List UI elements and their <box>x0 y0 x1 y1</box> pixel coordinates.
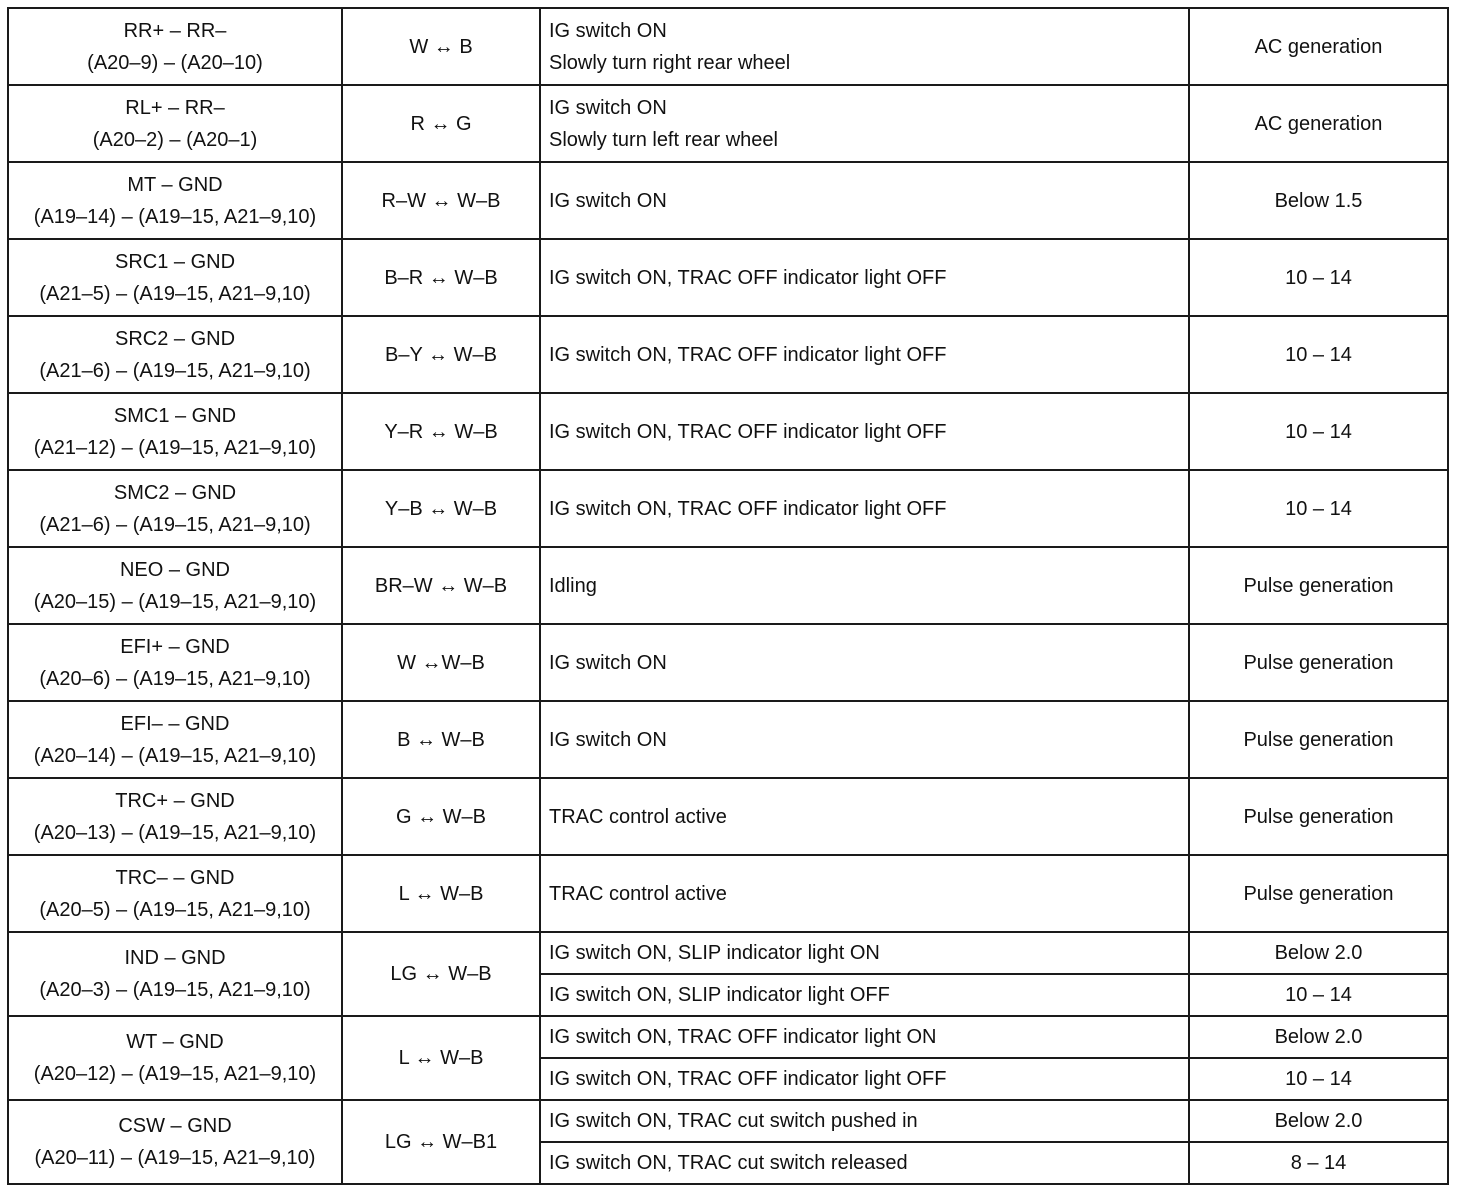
wiring-color-label: Y–R ↔ W–B <box>384 420 498 443</box>
wiring-color-label: R ↔ G <box>410 112 472 135</box>
wiring-color-label: G ↔ W–B <box>395 805 486 828</box>
terminal-number-label: (A20–9) – (A20–10) <box>87 51 263 74</box>
specified-condition-text: Pulse generation <box>1243 882 1394 905</box>
symbol-label: TRC+ – GND <box>115 789 235 812</box>
table-row <box>8 393 1448 470</box>
condition-text: IG switch ON <box>549 189 667 212</box>
condition-text: IG switch ON, TRAC OFF indicator light OFF <box>549 1068 947 1090</box>
condition-cell <box>540 316 1189 393</box>
wiring-color-label: LG ↔ W–B1 <box>384 1131 498 1153</box>
symbol-label: CSW – GND <box>118 1115 232 1137</box>
terminal-number-label: (A19–14) – (A19–15, A21–9,10) <box>33 205 317 228</box>
specified-condition-text: Pulse generation <box>1243 805 1394 828</box>
terminal-voltage-table <box>7 7 1449 1185</box>
wiring-color-label: B–Y ↔ W–B <box>385 343 497 366</box>
terminal-number-label: (A21–6) – (A19–15, A21–9,10) <box>39 359 311 382</box>
terminal-number-label: (A21–5) – (A19–15, A21–9,10) <box>39 282 311 305</box>
wiring-color-cell <box>342 624 540 701</box>
wiring-color-cell <box>342 393 540 470</box>
symbol-label: RR+ – RR– <box>123 19 227 42</box>
wiring-color-cell <box>342 470 540 547</box>
condition-cell <box>540 1016 1189 1058</box>
condition-cell <box>540 547 1189 624</box>
table-row <box>8 1016 1448 1058</box>
condition-text: IG switch ON <box>549 96 667 119</box>
terminal-symbol-cell <box>8 393 342 470</box>
condition-text: IG switch ON <box>549 728 667 751</box>
wiring-color-label: B ↔ W–B <box>397 728 485 751</box>
terminal-symbol-cell <box>8 162 342 239</box>
condition-cell <box>540 932 1189 974</box>
table-row <box>8 932 1448 974</box>
symbol-label: MT – GND <box>127 173 223 196</box>
terminal-symbol-cell <box>8 316 342 393</box>
symbol-label: WT – GND <box>126 1031 224 1053</box>
specified-condition-cell <box>1189 1142 1448 1184</box>
specified-condition-cell <box>1189 1016 1448 1058</box>
wiring-color-cell <box>342 932 540 1016</box>
specified-condition-text: 10 – 14 <box>1285 497 1352 520</box>
condition-cell <box>540 701 1189 778</box>
specified-condition-cell <box>1189 85 1448 162</box>
specified-condition-cell <box>1189 855 1448 932</box>
specified-condition-text: 10 – 14 <box>1285 266 1352 289</box>
condition-text: IG switch ON, TRAC OFF indicator light OFF <box>549 266 947 289</box>
symbol-label: SRC1 – GND <box>114 250 236 273</box>
condition-text: IG switch ON <box>549 651 667 674</box>
condition-cell <box>540 778 1189 855</box>
symbol-label: NEO – GND <box>119 558 231 581</box>
symbol-label: SMC2 – GND <box>113 481 237 504</box>
condition-cell <box>540 1100 1189 1142</box>
specified-condition-text: Pulse generation <box>1243 651 1394 674</box>
symbol-label: TRC– – GND <box>115 866 235 889</box>
wiring-color-label: L ↔ W–B <box>398 882 484 905</box>
specified-condition-cell <box>1189 778 1448 855</box>
wiring-color-cell <box>342 701 540 778</box>
condition-text: IG switch ON, TRAC OFF indicator light OFF <box>549 497 947 520</box>
specified-condition-text: 10 – 14 <box>1285 1068 1352 1090</box>
specified-condition-cell <box>1189 239 1448 316</box>
wiring-color-label: Y–B ↔ W–B <box>384 497 498 520</box>
wiring-color-label: R–W ↔ W–B <box>381 189 501 212</box>
terminal-symbol-cell <box>8 470 342 547</box>
terminal-symbol-cell <box>8 1016 342 1100</box>
specified-condition-cell <box>1189 974 1448 1016</box>
condition-cell <box>540 1058 1189 1100</box>
condition-text: TRAC control active <box>549 805 727 828</box>
terminal-number-label: (A20–11) – (A19–15, A21–9,10) <box>34 1147 316 1169</box>
terminal-symbol-cell <box>8 932 342 1016</box>
condition-text: IG switch ON, TRAC cut switch released <box>549 1152 908 1174</box>
condition-text: IG switch ON, TRAC OFF indicator light OFF <box>549 343 947 366</box>
table-row <box>8 470 1448 547</box>
condition-cell <box>540 855 1189 932</box>
wiring-color-cell <box>342 778 540 855</box>
specified-condition-text: AC generation <box>1254 112 1383 135</box>
condition-text: IG switch ON <box>549 19 667 42</box>
terminal-number-label: (A20–15) – (A19–15, A21–9,10) <box>33 590 317 613</box>
terminal-symbol-cell <box>8 1100 342 1184</box>
table-row <box>8 624 1448 701</box>
terminal-symbol-cell <box>8 701 342 778</box>
condition-cell <box>540 8 1189 85</box>
wiring-color-cell <box>342 316 540 393</box>
table-row <box>8 778 1448 855</box>
condition-text: Slowly turn right rear wheel <box>549 51 791 74</box>
symbol-label: IND – GND <box>124 947 226 969</box>
specified-condition-text: 10 – 14 <box>1285 420 1352 443</box>
wiring-color-cell <box>342 239 540 316</box>
terminal-number-label: (A20–12) – (A19–15, A21–9,10) <box>33 1063 317 1085</box>
condition-text: IG switch ON, SLIP indicator light ON <box>549 942 880 964</box>
specified-condition-cell <box>1189 547 1448 624</box>
table-body <box>8 8 1448 1184</box>
condition-cell <box>540 624 1189 701</box>
symbol-label: EFI+ – GND <box>120 635 230 658</box>
condition-text: Idling <box>549 574 597 597</box>
table-row <box>8 547 1448 624</box>
symbol-label: EFI– – GND <box>120 712 230 735</box>
table-row <box>8 1100 1448 1142</box>
wiring-color-cell <box>342 8 540 85</box>
specified-condition-cell <box>1189 1100 1448 1142</box>
table-row <box>8 855 1448 932</box>
specified-condition-text: Pulse generation <box>1243 728 1394 751</box>
wiring-color-cell <box>342 855 540 932</box>
condition-text: IG switch ON, SLIP indicator light OFF <box>549 984 890 1006</box>
specified-condition-cell <box>1189 316 1448 393</box>
wiring-color-label: BR–W ↔ W–B <box>374 574 508 597</box>
specified-condition-text: Below 2.0 <box>1274 942 1363 964</box>
specified-condition-cell <box>1189 470 1448 547</box>
specified-condition-text: 8 – 14 <box>1290 1152 1347 1174</box>
specified-condition-cell <box>1189 624 1448 701</box>
symbol-label: RL+ – RR– <box>125 96 225 119</box>
specified-condition-text: 10 – 14 <box>1285 984 1352 1006</box>
condition-cell <box>540 470 1189 547</box>
terminal-symbol-cell <box>8 547 342 624</box>
condition-cell <box>540 974 1189 1016</box>
specified-condition-cell <box>1189 932 1448 974</box>
specified-condition-text: Pulse generation <box>1243 574 1394 597</box>
terminal-number-label: (A20–2) – (A20–1) <box>92 128 258 151</box>
condition-cell <box>540 393 1189 470</box>
condition-cell <box>540 162 1189 239</box>
wiring-color-label: W ↔ B <box>409 35 473 58</box>
terminal-number-label: (A20–14) – (A19–15, A21–9,10) <box>33 744 317 767</box>
wiring-color-label: LG ↔ W–B <box>390 963 492 985</box>
specified-condition-cell <box>1189 701 1448 778</box>
table-row <box>8 85 1448 162</box>
terminal-number-label: (A21–6) – (A19–15, A21–9,10) <box>39 513 311 536</box>
wiring-color-cell <box>342 85 540 162</box>
terminal-number-label: (A20–13) – (A19–15, A21–9,10) <box>33 821 317 844</box>
specified-condition-cell <box>1189 393 1448 470</box>
condition-text: IG switch ON, TRAC OFF indicator light OFF <box>549 420 947 443</box>
wiring-color-cell <box>342 1016 540 1100</box>
terminal-number-label: (A21–12) – (A19–15, A21–9,10) <box>33 436 317 459</box>
terminal-number-label: (A20–3) – (A19–15, A21–9,10) <box>39 979 311 1001</box>
condition-text: TRAC control active <box>549 882 727 905</box>
condition-text: IG switch ON, TRAC OFF indicator light ON <box>549 1026 937 1048</box>
table-row <box>8 701 1448 778</box>
wiring-color-cell <box>342 1100 540 1184</box>
wiring-color-cell <box>342 162 540 239</box>
terminal-number-label: (A20–5) – (A19–15, A21–9,10) <box>39 898 311 921</box>
specified-condition-cell <box>1189 8 1448 85</box>
terminal-symbol-cell <box>8 778 342 855</box>
condition-cell <box>540 85 1189 162</box>
table-row <box>8 8 1448 85</box>
wiring-color-label: W ↔W–B <box>397 651 485 674</box>
terminal-symbol-cell <box>8 8 342 85</box>
terminal-symbol-cell <box>8 624 342 701</box>
terminal-number-label: (A20–6) – (A19–15, A21–9,10) <box>39 667 311 690</box>
condition-text: Slowly turn left rear wheel <box>549 128 778 151</box>
condition-cell <box>540 1142 1189 1184</box>
specified-condition-cell <box>1189 162 1448 239</box>
specified-condition-text: 10 – 14 <box>1285 343 1352 366</box>
wiring-color-label: B–R ↔ W–B <box>384 266 498 289</box>
wiring-color-cell <box>342 547 540 624</box>
symbol-label: SMC1 – GND <box>113 404 237 427</box>
specified-condition-text: Below 2.0 <box>1274 1026 1363 1048</box>
specified-condition-text: Below 2.0 <box>1274 1110 1363 1132</box>
table-row <box>8 239 1448 316</box>
condition-cell <box>540 239 1189 316</box>
terminal-symbol-cell <box>8 85 342 162</box>
wiring-color-label: L ↔ W–B <box>398 1047 484 1069</box>
specified-condition-cell <box>1189 1058 1448 1100</box>
table-row <box>8 316 1448 393</box>
table-row <box>8 162 1448 239</box>
terminal-symbol-cell <box>8 855 342 932</box>
specified-condition-text: AC generation <box>1254 35 1383 58</box>
symbol-label: SRC2 – GND <box>114 327 236 350</box>
specified-condition-text: Below 1.5 <box>1274 189 1363 212</box>
condition-text: IG switch ON, TRAC cut switch pushed in <box>549 1110 918 1132</box>
terminal-symbol-cell <box>8 239 342 316</box>
